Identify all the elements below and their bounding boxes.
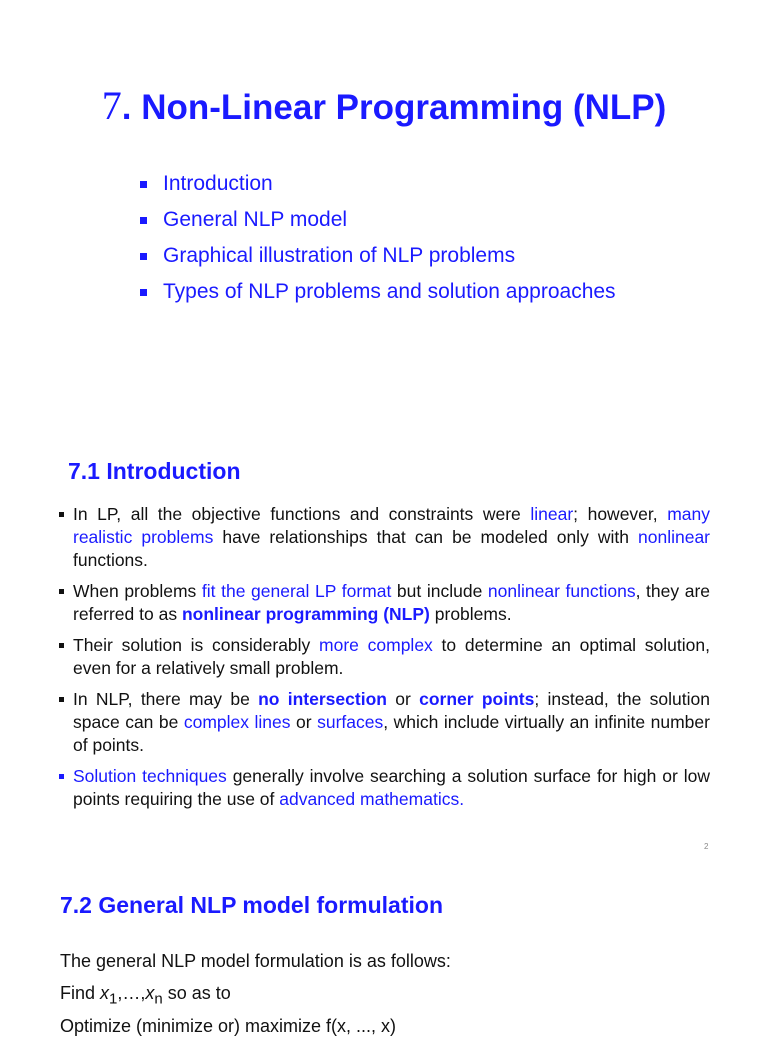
find-suffix: so as to: [162, 983, 231, 1003]
square-bullet-icon: [59, 512, 64, 517]
var-separator: ,…,: [117, 983, 146, 1003]
title-text: . Non-Linear Programming (NLP): [121, 88, 667, 127]
text-run: Solution techniques: [73, 766, 227, 786]
text-run: , which include virtually an infinite number of points.: [73, 712, 710, 755]
subscript-n: n: [154, 990, 163, 1008]
formulation-intro: The general NLP model formulation is as follows:: [60, 951, 451, 971]
bullet-item: [58, 634, 710, 680]
text-run: In NLP, there may be: [73, 689, 259, 709]
square-bullet-icon: [140, 253, 147, 260]
toc-item-label: Introduction: [163, 172, 273, 195]
text-run: ; instead, the solution space can be: [73, 689, 711, 732]
section-heading-introduction: 7.1 Introduction: [68, 458, 241, 484]
text-run: fit the general LP format: [201, 581, 392, 601]
toc-item-label: Graphical illustration of NLP problems: [163, 244, 516, 267]
var-xn: x: [145, 983, 155, 1003]
text-run: or: [386, 689, 420, 709]
bullet-text: [73, 581, 710, 624]
table-of-contents: [140, 166, 616, 310]
square-bullet-icon: [140, 217, 147, 224]
text-run: more complex: [319, 635, 433, 655]
text-run: to determine an optimal solution, even for a relatively small problem.: [73, 635, 710, 678]
toc-item-label: Types of NLP problems and solution approaches: [163, 280, 616, 303]
text-run: nonlinear: [638, 527, 710, 547]
text-run: When problems: [73, 581, 202, 601]
find-statement: [60, 983, 231, 1008]
text-run: problems.: [429, 604, 512, 624]
bullet-item: [58, 765, 710, 811]
text-run: many realistic problems: [73, 504, 710, 547]
toc-item-general-model: [140, 202, 616, 238]
text-run: Their solution is considerably: [73, 635, 320, 655]
text-run: have relationships that can be modeled only with: [213, 527, 638, 547]
subscript-1: 1: [109, 990, 118, 1008]
text-run: advanced mathematics.: [279, 789, 465, 809]
text-run: complex lines: [183, 712, 291, 732]
bullet-item: [58, 688, 710, 757]
square-bullet-icon: [59, 589, 64, 594]
optimize-statement: Optimize (minimize or) maximize f(x, ..., x): [60, 1016, 397, 1036]
toc-item-graphical-illustration: [140, 238, 616, 274]
text-run: generally involve searching a solution surface for high or low points requiring the use of: [73, 766, 710, 809]
square-bullet-icon: [59, 697, 64, 702]
find-prefix: Find: [60, 983, 101, 1003]
text-run: linear: [530, 504, 574, 524]
bullet-text: [73, 635, 710, 678]
bullet-item: [58, 503, 710, 572]
text-run: or: [290, 712, 318, 732]
text-run: corner points: [419, 689, 535, 709]
title-number: 7: [101, 83, 122, 128]
page-number: 2: [704, 842, 709, 851]
toc-item-introduction: [140, 166, 616, 202]
text-run: , they are referred to as: [73, 581, 711, 624]
square-bullet-icon: [140, 181, 147, 188]
square-bullet-icon: [59, 643, 64, 648]
bullet-item: [58, 580, 710, 626]
text-run: nonlinear programming (NLP): [181, 604, 430, 624]
text-run: nonlinear functions: [487, 581, 636, 601]
toc-item-types: [140, 274, 616, 310]
introduction-bullets: [58, 503, 710, 819]
square-bullet-icon: [59, 774, 64, 779]
var-x1: x: [100, 983, 110, 1003]
text-run: In LP, all the objective functions and constraints were: [73, 504, 531, 524]
toc-item-label: General NLP model: [163, 208, 348, 231]
text-run: functions.: [73, 550, 148, 570]
bullet-text: [73, 766, 710, 809]
text-run: no intersection: [258, 689, 387, 709]
slide-title: [0, 82, 768, 129]
section-heading-formulation: 7.2 General NLP model formulation: [60, 892, 443, 918]
text-run: surfaces: [317, 712, 384, 732]
bullet-text: [73, 504, 710, 570]
text-run: ; however,: [573, 504, 668, 524]
text-run: but include: [391, 581, 488, 601]
bullet-text: [73, 689, 710, 755]
square-bullet-icon: [140, 289, 147, 296]
